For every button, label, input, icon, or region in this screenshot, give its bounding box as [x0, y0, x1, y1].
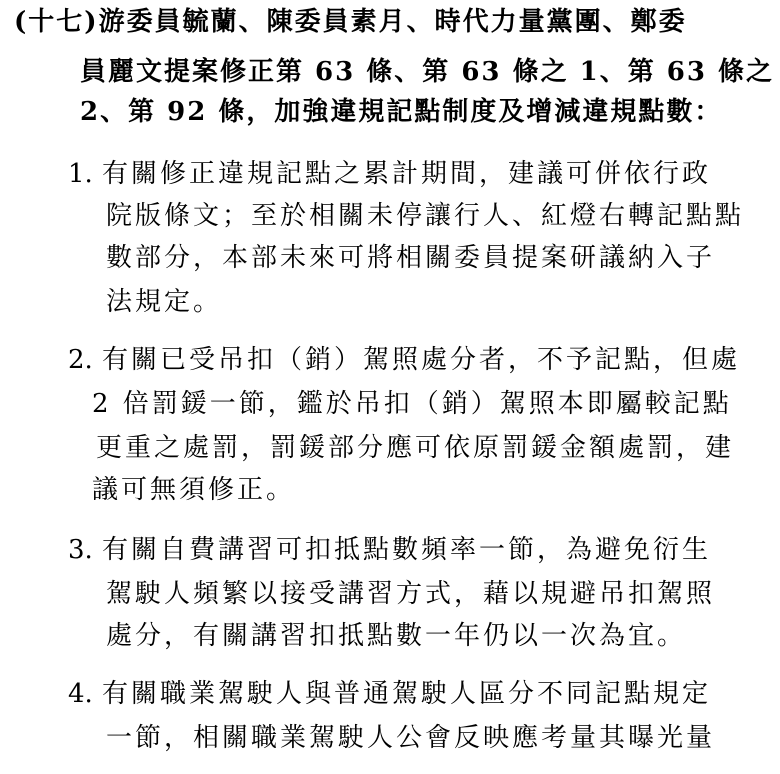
heading-line-2: 員麗文提案修正第 63 條、第 63 條之 1、第 63 條之: [80, 57, 774, 87]
item-number: 3.: [68, 535, 93, 565]
heading-line-3: 2、第 92 條，加強違規記點制度及增減違規點數：: [80, 97, 723, 127]
item-line: 更重之處罰，罰鍰部分應可依原罰鍰金額處罰，建: [96, 433, 735, 463]
item-line: 一節，相關職業駕駛人公會反映應考量其曝光量: [106, 723, 716, 753]
item-line: 有關自費講習可扣抵點數頻率一節，為避免衍生: [102, 535, 712, 565]
item-line: 處分，有關講習扣抵點數一年仍以一次為宜。: [106, 621, 687, 651]
item-line: 數部分，本部未來可將相關委員提案研議納入子: [106, 243, 716, 273]
item-line: 院版條文；至於相關未停讓行人、紅燈右轉記點點: [106, 201, 745, 231]
item-number: 2.: [68, 345, 93, 375]
item-line: 有關修正違規記點之累計期間，建議可併依行政: [102, 159, 712, 189]
item-line: 議可無須修正。: [92, 475, 296, 505]
item-line: 駕駛人頻繁以接受講習方式，藉以規避吊扣駕照: [106, 579, 716, 609]
item-number: 4.: [68, 679, 93, 709]
item-line: 法規定。: [106, 287, 223, 317]
item-number: 1.: [68, 159, 93, 189]
item-line: 有關已受吊扣（銷）駕照處分者，不予記點，但處: [102, 345, 741, 375]
item-line: 2 倍罰鍰一節，鑑於吊扣（銷）駕照本即屬較記點: [92, 389, 732, 419]
item-line: 有關職業駕駛人與普通駕駛人區分不同記點規定: [102, 679, 712, 709]
heading-line-1: (十七)游委員毓蘭、陳委員素月、時代力量黨團、鄭委: [14, 7, 687, 37]
